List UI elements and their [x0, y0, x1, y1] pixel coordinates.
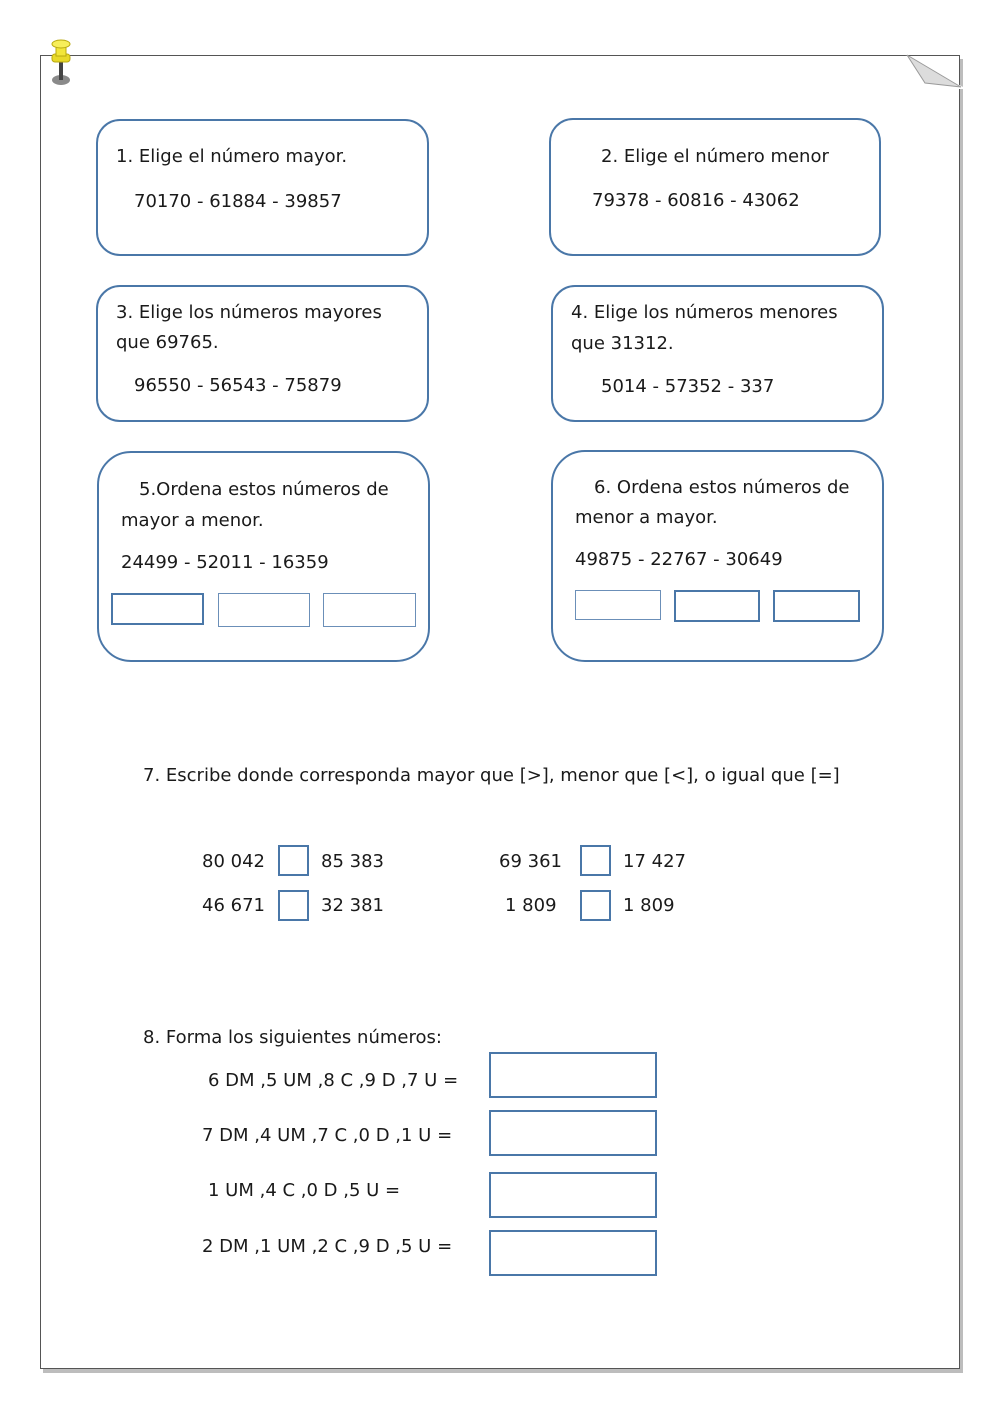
comparison-left-value: 80 042 [202, 851, 265, 872]
comparison-left-value: 46 671 [202, 895, 265, 916]
exercise-3-numbers: 96550 - 56543 - 75879 [134, 375, 342, 396]
comparison-left-value: 69 361 [499, 851, 562, 872]
exercise-6-answer-box-3[interactable] [773, 590, 860, 622]
exercise-6-title-line-2: menor a mayor. [575, 507, 718, 528]
exercise-7-title: 7. Escribe donde corresponda mayor que [>], menor que [<], o igual que [=] [143, 765, 840, 786]
form-number-row-label: 7 DM ,4 UM ,7 C ,0 D ,1 U = [202, 1125, 453, 1146]
exercise-5-title-line-1: 5.Ordena estos números de [139, 479, 389, 500]
form-number-answer-box[interactable] [489, 1110, 657, 1156]
form-number-answer-box[interactable] [489, 1052, 657, 1098]
comparison-answer-box[interactable] [278, 845, 309, 876]
exercise-8-title: 8. Forma los siguientes números: [143, 1027, 442, 1048]
comparison-answer-box[interactable] [580, 845, 611, 876]
exercise-2-card [549, 118, 881, 256]
pushpin-icon [46, 38, 76, 88]
exercise-3-title-line-1: 3. Elige los números mayores [116, 302, 382, 323]
comparison-right-value: 32 381 [321, 895, 384, 916]
comparison-right-value: 85 383 [321, 851, 384, 872]
comparison-right-value: 17 427 [623, 851, 686, 872]
exercise-4-title-line-2: que 31312. [571, 333, 674, 354]
exercise-6-answer-box-2[interactable] [674, 590, 760, 622]
exercise-1-title: 1. Elige el número mayor. [116, 146, 348, 167]
exercise-1-numbers: 70170 - 61884 - 39857 [134, 191, 342, 212]
comparison-answer-box[interactable] [580, 890, 611, 921]
form-number-answer-box[interactable] [489, 1230, 657, 1276]
comparison-right-value: 1 809 [623, 895, 675, 916]
exercise-5-numbers: 24499 - 52011 - 16359 [121, 552, 329, 573]
exercise-4-title-line-1: 4. Elige los números menores [571, 302, 838, 323]
exercise-6-title-line-1: 6. Ordena estos números de [594, 477, 850, 498]
exercise-6-numbers: 49875 - 22767 - 30649 [575, 549, 783, 570]
page-fold-icon [905, 53, 963, 93]
exercise-4-numbers: 5014 - 57352 - 337 [601, 376, 775, 397]
exercise-3-title-line-2: que 69765. [116, 332, 219, 353]
form-number-row-label: 2 DM ,1 UM ,2 C ,9 D ,5 U = [202, 1236, 453, 1257]
exercise-1-card [96, 119, 429, 256]
exercise-5-title-line-2: mayor a menor. [121, 510, 264, 531]
form-number-answer-box[interactable] [489, 1172, 657, 1218]
comparison-answer-box[interactable] [278, 890, 309, 921]
exercise-5-answer-box-1[interactable] [111, 593, 204, 625]
exercise-6-answer-box-1[interactable] [575, 590, 661, 620]
form-number-row-label: 6 DM ,5 UM ,8 C ,9 D ,7 U = [208, 1070, 459, 1091]
exercise-2-title: 2. Elige el número menor [601, 146, 829, 167]
exercise-5-answer-box-3[interactable] [323, 593, 416, 627]
exercise-2-numbers: 79378 - 60816 - 43062 [592, 190, 800, 211]
comparison-left-value: 1 809 [505, 895, 557, 916]
exercise-5-answer-box-2[interactable] [218, 593, 310, 627]
form-number-row-label: 1 UM ,4 C ,0 D ,5 U = [208, 1180, 401, 1201]
